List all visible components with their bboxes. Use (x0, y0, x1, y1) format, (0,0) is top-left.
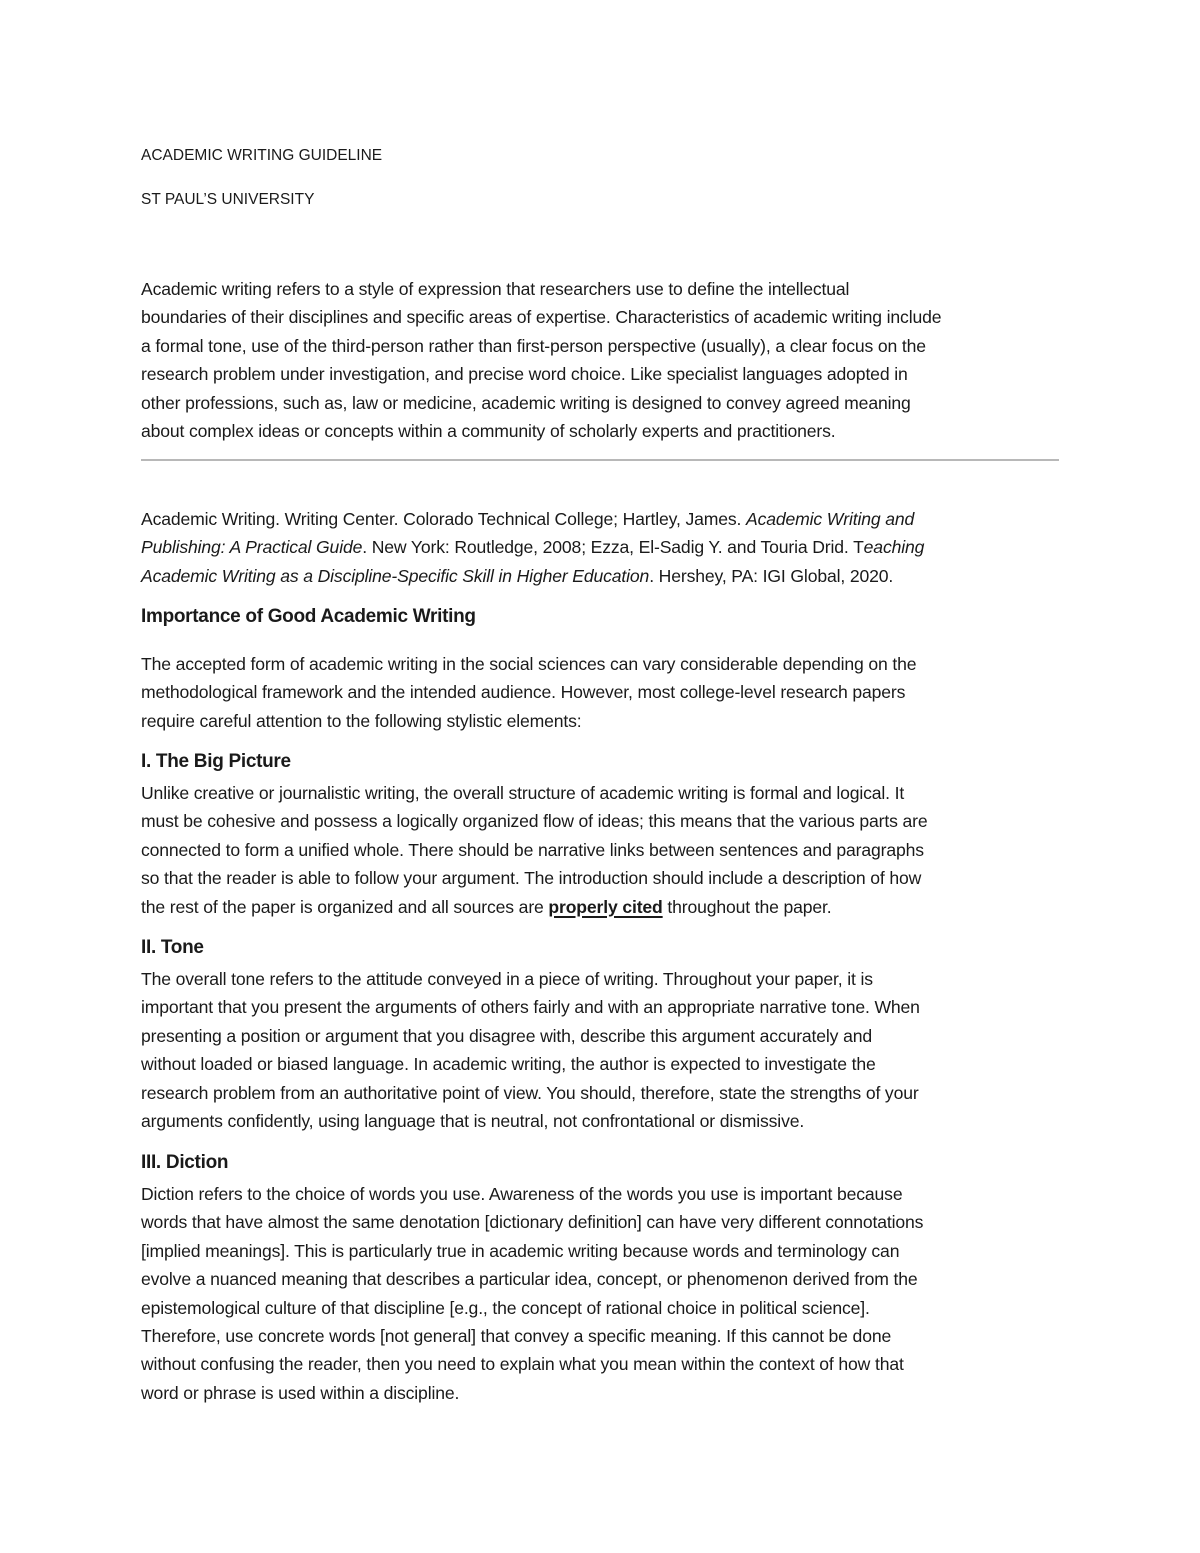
diction-paragraph (141, 1180, 923, 1407)
big-picture-line: Unlike creative or journalistic writing, the overall structure of academic writing is formal and logical. It (141, 783, 905, 803)
intro-line: other professions, such as, law or medicine, academic writing is designed to convey agreed meaning (141, 392, 911, 413)
diction-heading: III. Diction (141, 1152, 229, 1173)
intro-paragraph (141, 275, 941, 445)
tone-line: presenting a position or argument that you disagree with, describe this argument accurately and (141, 1025, 872, 1046)
big-picture-paragraph (141, 779, 927, 921)
big-picture-heading: I. The Big Picture (141, 751, 291, 772)
big-picture-line: must be cohesive and possess a logically organized flow of ideas; this means that the various parts are (141, 811, 928, 832)
tone-paragraph (141, 965, 920, 1135)
document-title: ACADEMIC WRITING GUIDELINE (141, 147, 383, 164)
reference-text: . New York: Routledge, 2008; Ezza, El-Sadig Y. and Touria Drid. T (362, 537, 864, 558)
intro-line: boundaries of their disciplines and specific areas of expertise. Characteristics of academic writing include (141, 307, 942, 328)
references-paragraph (141, 505, 924, 590)
intro-line: Academic writing refers to a style of expression that researchers use to define the intellectual (141, 279, 850, 299)
reference-book-title: Academic Writing and (746, 509, 915, 529)
intro-line: a formal tone, use of the third-person rather than first-person perspective (usually), a clear focus on the (141, 335, 926, 356)
reference-book-title: eaching (863, 537, 925, 558)
horizontal-divider (141, 459, 1059, 461)
big-picture-line (141, 893, 927, 921)
diction-line: epistemological culture of that discipline [e.g., the concept of rational choice in political science]. (141, 1297, 870, 1318)
reference-text: Academic Writing. Writing Center. Colorado Technical College; Hartley, James. (141, 509, 746, 529)
diction-line: Diction refers to the choice of words you use. Awareness of the words you use is important because (141, 1184, 903, 1204)
big-picture-text: throughout the paper. (662, 896, 832, 917)
diction-line: [implied meanings]. This is particularly true in academic writing because words and terminology can (141, 1240, 900, 1261)
diction-line: word or phrase is used within a discipline. (141, 1382, 460, 1403)
institution-name: ST PAUL’S UNIVERSITY (141, 191, 315, 208)
reference-line (141, 533, 924, 561)
diction-line: words that have almost the same denotation [dictionary definition] can have very different connotations (141, 1212, 924, 1233)
tone-line: without loaded or biased language. In academic writing, the author is expected to investigate the (141, 1054, 876, 1075)
reference-book-title: Academic Writing as a Discipline-Specific Skill in Higher Education (141, 565, 650, 586)
reference-text: . Hershey, PA: IGI Global, 2020. (649, 565, 894, 586)
importance-line: require careful attention to the following stylistic elements: (141, 710, 582, 731)
tone-heading: II. Tone (141, 937, 204, 958)
diction-line: Therefore, use concrete words [not general] that convey a specific meaning. If this cannot be done (141, 1326, 892, 1347)
big-picture-text: the rest of the paper is organized and all sources are (141, 896, 549, 917)
properly-cited-link[interactable]: properly cited (548, 896, 663, 917)
intro-line: about complex ideas or concepts within a community of scholarly experts and practitioners. (141, 421, 836, 442)
tone-line: The overall tone refers to the attitude conveyed in a piece of writing. Throughout your paper, it is (141, 969, 873, 989)
tone-line: arguments confidently, using language that is neutral, not confrontational or dismissive. (141, 1111, 805, 1132)
big-picture-line: connected to form a unified whole. There should be narrative links between sentences and paragraphs (141, 839, 924, 860)
tone-line: important that you present the arguments of others fairly and with an appropriate narrative tone. When (141, 997, 920, 1018)
tone-line: research problem from an authoritative point of view. You should, therefore, state the strengths of your (141, 1082, 919, 1103)
big-picture-line: so that the reader is able to follow your argument. The introduction should include a description of how (141, 868, 922, 889)
importance-paragraph (141, 650, 916, 735)
importance-heading: Importance of Good Academic Writing (141, 606, 476, 627)
importance-line: The accepted form of academic writing in the social sciences can vary considerable depending on the (141, 654, 917, 674)
intro-line: research problem under investigation, and precise word choice. Like specialist languages adopted in (141, 364, 908, 385)
importance-line: methodological framework and the intended audience. However, most college-level research papers (141, 682, 906, 703)
reference-line (141, 562, 924, 590)
diction-line: evolve a nuanced meaning that describes a particular idea, concept, or phenomenon derived from the (141, 1269, 918, 1290)
diction-line: without confusing the reader, then you need to explain what you mean within the context of how that (141, 1354, 904, 1375)
reference-book-title: Publishing: A Practical Guide (141, 537, 363, 558)
reference-line (141, 505, 924, 533)
